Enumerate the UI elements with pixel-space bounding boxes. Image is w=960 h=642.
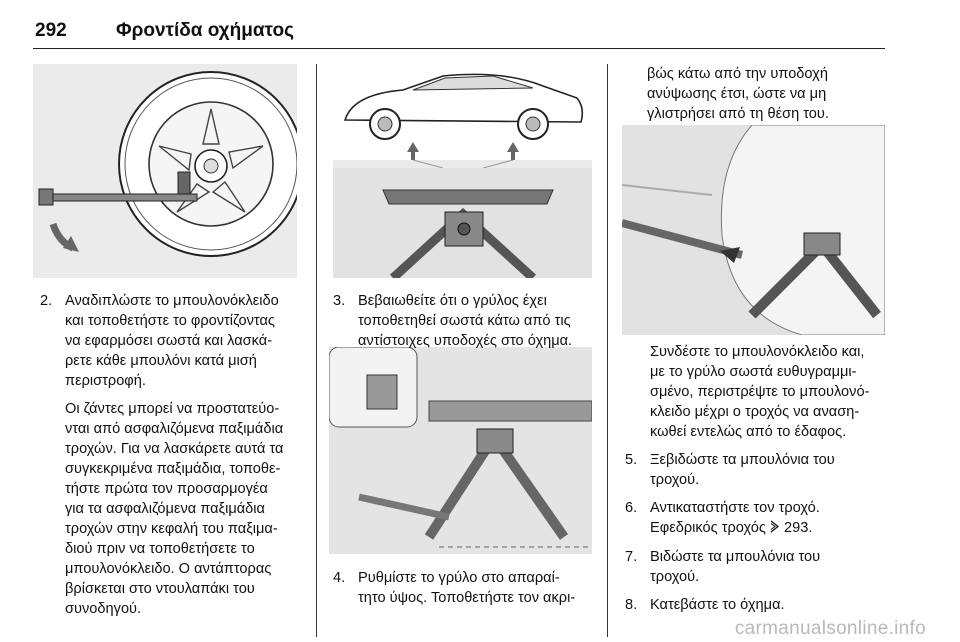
step-6-line-2-text: Εφεδρικός τροχός: [650, 520, 766, 536]
page-header: [33, 12, 885, 49]
connect-line-2: με το γρύλο σωστά ευθυγραμμι-: [650, 364, 857, 380]
step-5-number: 5.: [625, 452, 638, 468]
step-7-line-2: τροχού.: [650, 569, 700, 585]
step-6-line-1: Αντικαταστήστε τον τροχό.: [650, 500, 820, 516]
note-line-10: βρίσκεται στο ντουλαπάκι του: [65, 581, 255, 597]
step-5-line-2: τροχού.: [650, 472, 700, 488]
column-2-step-4: [333, 568, 605, 608]
note-line-8: διού πριν να τοποθετήσετε το: [65, 541, 255, 557]
step-3-number: 3.: [333, 293, 346, 309]
step-8-line-1: Κατεβάστε το όχημα.: [650, 597, 785, 613]
column-3-top-text: [622, 64, 885, 124]
page-reference-arrow-icon[interactable]: [770, 519, 780, 539]
step-2-line-3: να εφαρμόσει σωστά και λασκά-: [65, 333, 273, 349]
step-3-line-1: Βεβαιωθείτε ότι ο γρύλος έχει: [358, 293, 547, 309]
step-2-line-1: Αναδιπλώστε το μπουλονόκλειδο: [65, 293, 279, 309]
figure-wheel-wrench: [33, 64, 297, 278]
step-4-cont-line-1: βώς κάτω από την υποδοχή: [647, 66, 828, 82]
step-4-continued: [622, 64, 885, 124]
figure-car-jack-points: [333, 64, 592, 278]
column-3-bottom-text: [625, 342, 890, 615]
column-divider-1: [316, 64, 317, 637]
note-line-5: τήστε πρώτα τον προσαρμογέα: [65, 481, 268, 497]
step-4-connect: [625, 342, 890, 442]
step-4-cont-line-3: γλιστρήσει από τη θέση του.: [647, 106, 829, 122]
watermark: carmanualsonline.info: [734, 618, 926, 639]
connect-line-5: κωθεί εντελώς από το έδαφος.: [650, 424, 847, 440]
page-title: Φροντίδα οχήματος: [116, 20, 294, 41]
note-line-1: Οι ζάντες μπορεί να προστατεύο-: [65, 401, 280, 417]
step-6-line-2: [650, 518, 890, 539]
step-2-line-4: ρετε κάθε μπουλόνι κατά μισή: [65, 353, 257, 369]
step-3: [333, 291, 605, 351]
step-4: [333, 568, 605, 608]
note-line-9: μπουλονόκλειδο. Ο αντάπτορας: [65, 561, 272, 577]
figure-jack-closeup: [329, 347, 592, 554]
step-7-number: 7.: [625, 549, 638, 565]
connect-line-4: κλειδο μέχρι ο τροχός να αναση-: [650, 404, 860, 420]
column-divider-2: [607, 64, 608, 637]
page-number: 292: [35, 20, 67, 41]
step-3-line-2: τοποθετηθεί σωστά κάτω από τις: [358, 313, 571, 329]
step-2: [40, 291, 308, 619]
column-1-text: [40, 291, 308, 619]
step-8-number: 8.: [625, 597, 638, 613]
column-2-step-3: [333, 291, 605, 351]
step-4-number: 4.: [333, 570, 346, 586]
connect-line-3: σμένο, περιστρέψτε το μπουλονό-: [650, 384, 870, 400]
note-line-4: συγκεκριμένα παξιμάδια, τοποθε-: [65, 461, 281, 477]
note-line-2: νται από ασφαλιζόμενα παξιμάδια: [65, 421, 284, 437]
step-4-cont-line-2: ανύψωσης έτσι, ώστε να μη: [647, 86, 827, 102]
step-2-number: 2.: [40, 293, 53, 309]
figure-jack-raising: [622, 125, 885, 335]
step-5-line-1: Ξεβιδώστε τα μπουλόνια του: [650, 452, 835, 468]
note-line-6: για τα ασφαλιζόμενα παξιμάδια: [65, 501, 265, 517]
note-line-7: τροχών στην κεφαλή του παξιμα-: [65, 521, 278, 537]
note-line-3: τροχών. Για να λασκάρετε αυτά τα: [65, 441, 284, 457]
step-2-line-5: περιστροφή.: [65, 373, 146, 389]
step-4-line-1: Ρυθμίστε το γρύλο στο απαραί-: [358, 570, 560, 586]
step-6: [625, 498, 890, 539]
step-6-page-ref[interactable]: 293.: [784, 520, 813, 536]
connect-line-1: Συνδέστε το μπουλονόκλειδο και,: [650, 344, 865, 360]
step-7-line-1: Βιδώστε τα μπουλόνια του: [650, 549, 821, 565]
step-8: [625, 595, 890, 615]
step-5: [625, 450, 890, 490]
step-7: [625, 547, 890, 587]
step-6-number: 6.: [625, 500, 638, 516]
step-2-line-2: και τοποθετήστε το φροντίζοντας: [65, 313, 275, 329]
note-line-11: συνοδηγού.: [65, 601, 142, 617]
step-4-line-2: τητο ύψος. Τοποθετήστε τον ακρι-: [358, 590, 576, 606]
step-3-line-3: αντίστοιχες υποδοχές στο όχημα.: [358, 333, 573, 349]
